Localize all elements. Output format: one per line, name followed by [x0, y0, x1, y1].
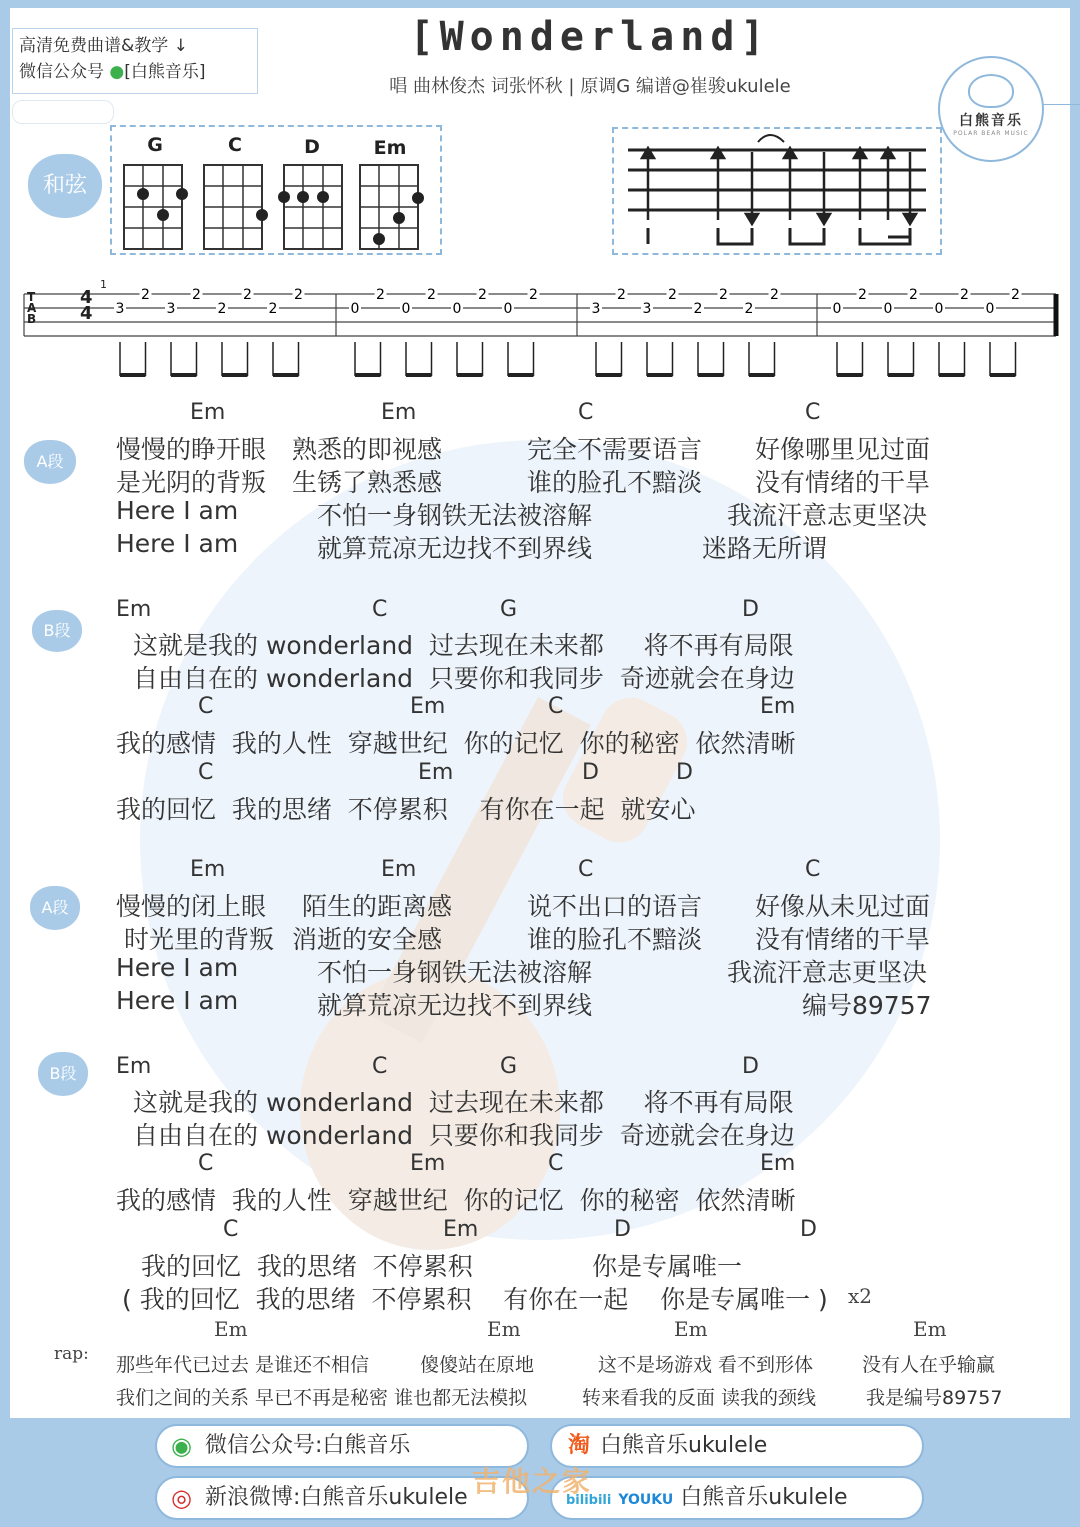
chord-label: C [223, 1217, 239, 1242]
weibo-account-label: 新浪微博:白熊音乐ukulele [205, 1485, 468, 1510]
chord-label: Em [381, 400, 417, 425]
chord-label: Em [760, 1151, 796, 1176]
chord-label: D [800, 1217, 817, 1242]
chord-label: C [198, 760, 214, 785]
bilibili-icon: bilibili [566, 1493, 612, 1508]
note-beam [171, 373, 197, 377]
tab-note: 3 [642, 301, 652, 317]
note-beam [222, 373, 248, 377]
chord-label: C [805, 857, 821, 882]
chord-label: D [676, 760, 693, 785]
tab-note: 2 [376, 287, 385, 303]
lyric: 就算荒凉无边找不到界线 [317, 534, 593, 563]
tab-note: 2 [427, 287, 436, 303]
bear-icon [968, 74, 1014, 108]
chord-label: Em [410, 1151, 446, 1176]
lyric: ( 我的回忆 我的思绪 不停累积 有你在一起 你是专属唯一 ) [122, 1285, 828, 1314]
section-badge: B段 [38, 1052, 88, 1096]
lyric: 自由自在的 wonderland 只要你和我同步 奇迹就会在身边 [133, 1121, 795, 1150]
lyric: 是光阴的背叛 [116, 468, 267, 497]
tab-note: 2 [770, 287, 779, 303]
youku-icon: YOUKU [618, 1492, 674, 1508]
rap-lyric: 这不是场游戏 看不到形体 [598, 1354, 814, 1376]
lyric: 这就是我的 wonderland 过去现在未来都 将不再有局限 [133, 1088, 794, 1117]
note-beam [457, 373, 483, 377]
lyric: 我流汗意志更坚决 [727, 958, 928, 987]
chord-label: Em [190, 857, 226, 882]
wechat-account-label: 微信公众号:白熊音乐 [205, 1433, 411, 1458]
lyric: 我的回忆 我的思绪 不停累积 有你在一起 就安心 [116, 795, 696, 824]
lyric: 这就是我的 wonderland 过去现在未来都 将不再有局限 [133, 631, 794, 660]
section-badge: A段 [24, 440, 76, 484]
note-beam [888, 373, 914, 377]
note-beam [749, 373, 775, 377]
chord-label: Em [760, 694, 796, 719]
lyric: 自由自在的 wonderland 只要你和我同步 奇迹就会在身边 [133, 664, 795, 693]
lyric: 谁的脸孔不黯淡 [527, 468, 703, 497]
tab-note: 2 [478, 287, 487, 303]
chord-name: C [228, 134, 242, 156]
lyric: Here I am [116, 986, 239, 1015]
chord-label: Em [381, 857, 417, 882]
lyric: 编号89757 [802, 991, 932, 1020]
lyric: 消逝的安全感 [292, 925, 443, 954]
wechat-icon: ● [109, 62, 125, 82]
chord-label: D [742, 1054, 759, 1079]
tab-note: 0 [883, 301, 893, 317]
lyric: 生锈了熟悉感 [292, 468, 443, 497]
chord-label: G [500, 597, 518, 622]
tab-note: 0 [832, 301, 842, 317]
lyric: 不怕一身钢铁无法被溶解 [317, 501, 593, 530]
tab-note: 2 [693, 301, 703, 317]
wechat-icon: ◉ [171, 1432, 192, 1460]
note-beam [596, 373, 622, 377]
tab-note: 0 [401, 301, 411, 317]
tab-note: 2 [268, 301, 278, 317]
lyric: 好像从未见过面 [755, 892, 931, 921]
tablature [20, 280, 1065, 380]
lyric: Here I am [116, 529, 239, 558]
section-badge: B段 [32, 610, 82, 652]
chord-label: C [548, 694, 564, 719]
logo-sub: POLAR BEAR MUSIC [953, 130, 1029, 137]
logo-name: 白熊音乐 [959, 113, 1023, 129]
taobao-shop-label: 白熊音乐ukulele [600, 1433, 768, 1458]
chord-label: Em [116, 1054, 152, 1079]
promo-line-2: 微信公众号 ●[白熊音乐] [19, 62, 206, 82]
chord-fretboards [118, 155, 438, 255]
chord-label: Em [443, 1217, 479, 1242]
chord-label: C [198, 1151, 214, 1176]
tab-note: 0 [934, 301, 944, 317]
song-credits: 唱 曲林俊杰 词张怀秋 | 原调G 编谱@崔骏ukulele [389, 76, 791, 97]
chord-label: D [742, 597, 759, 622]
note-beam [508, 373, 534, 377]
tab-note: 2 [217, 301, 227, 317]
tab-note: 2 [294, 287, 303, 303]
rap-lyric: 没有人在乎输赢 [862, 1354, 996, 1376]
chord-label: C [372, 1054, 388, 1079]
tab-note: 2 [192, 287, 201, 303]
brand-logo [938, 56, 1044, 162]
lyric: 我的感情 我的人性 穿越世纪 你的记忆 你的秘密 依然清晰 [116, 1186, 796, 1215]
chord-name: Em [373, 137, 407, 159]
lyric: 谁的脸孔不黯淡 [527, 925, 703, 954]
section-badge: A段 [30, 886, 80, 930]
lyric: 时光里的背叛 [124, 925, 275, 954]
repeat-mark: x2 [848, 1284, 873, 1308]
lyric: 我的回忆 我的思绪 不停累积 你是专属唯一 [141, 1252, 742, 1281]
strum-pattern-diagram [620, 128, 936, 250]
tab-note: 2 [960, 287, 969, 303]
lyric: Here I am [116, 953, 239, 982]
note-beam [406, 373, 432, 377]
chord-label: D [614, 1217, 631, 1242]
chords-badge: 和弦 [28, 154, 102, 218]
chord-label: C [805, 400, 821, 425]
chord-label: Em [214, 1317, 248, 1341]
tab-note: 2 [617, 287, 626, 303]
tab-note: 2 [529, 287, 538, 303]
lyric: 熟悉的即视感 [292, 435, 443, 464]
tab-note: 2 [1011, 287, 1020, 303]
lyric: 好像哪里见过面 [755, 435, 931, 464]
note-beam [647, 373, 673, 377]
tab-clef: T A B [27, 290, 37, 326]
lyric: 慢慢的闭上眼 [116, 892, 267, 921]
chord-label: C [372, 597, 388, 622]
lyric: Here I am [116, 496, 239, 525]
rap-lyric: 傻傻站在原地 [420, 1354, 535, 1376]
lyric: 说不出口的语言 [527, 892, 703, 921]
rap-lyric: 转来看我的反面 读我的颈线 [582, 1387, 817, 1409]
note-beam [939, 373, 965, 377]
tab-note: 0 [503, 301, 513, 317]
video-account-pill[interactable] [550, 1476, 924, 1520]
lyric: 没有情绪的干旱 [755, 468, 931, 497]
rap-label: rap: [54, 1344, 89, 1364]
tab-note: 2 [141, 287, 150, 303]
video-account-label: 白熊音乐ukulele [680, 1485, 848, 1510]
measure-number: 1 [100, 278, 107, 291]
chord-label: D [582, 760, 599, 785]
lyric: 完全不需要语言 [527, 435, 703, 464]
chord-label: C [198, 694, 214, 719]
rap-lyric: 那些年代已过去 是谁还不相信 [116, 1354, 370, 1376]
tab-note: 2 [719, 287, 728, 303]
time-signature: 4 4 [80, 287, 93, 324]
lyric: 没有情绪的干旱 [755, 925, 931, 954]
rap-lyric: 我是编号89757 [866, 1387, 1003, 1409]
chord-label: C [578, 400, 594, 425]
tab-note: 0 [452, 301, 462, 317]
note-beam [990, 373, 1016, 377]
lyric: 我的感情 我的人性 穿越世纪 你的记忆 你的秘密 依然清晰 [116, 729, 796, 758]
lyric: 陌生的距离感 [302, 892, 453, 921]
divider [1040, 104, 1080, 105]
chord-label: Em [487, 1317, 521, 1341]
tab-note: 0 [985, 301, 995, 317]
lyric: 慢慢的睁开眼 [116, 435, 267, 464]
lyric: 我流汗意志更坚决 [727, 501, 928, 530]
tab-note: 2 [909, 287, 918, 303]
tab-note: 3 [115, 301, 125, 317]
weibo-icon: ◎ [171, 1484, 192, 1512]
lyric: 就算荒凉无边找不到界线 [317, 991, 593, 1020]
chord-label: C [578, 857, 594, 882]
note-beam [273, 373, 299, 377]
chord-label: Em [418, 760, 454, 785]
chord-label: Em [674, 1317, 708, 1341]
lyric: 迷路无所谓 [702, 534, 828, 563]
note-beam [698, 373, 724, 377]
chord-name: D [304, 136, 320, 158]
chord-label: Em [116, 597, 152, 622]
tab-note: 2 [858, 287, 867, 303]
chord-name: G [147, 134, 163, 156]
chord-label: C [548, 1151, 564, 1176]
watermark-text: 吉他之家 [472, 1465, 593, 1498]
tab-note: 2 [668, 287, 677, 303]
note-beam [355, 373, 381, 377]
promo-line-1: 高清免费曲谱&教学 ↓ [19, 36, 188, 56]
tab-note: 2 [243, 287, 252, 303]
chord-label: Em [190, 400, 226, 425]
tab-note: 0 [350, 301, 360, 317]
note-beam [837, 373, 863, 377]
chord-label: G [500, 1054, 518, 1079]
tab-note: 3 [591, 301, 601, 317]
taobao-shop-pill[interactable] [550, 1424, 924, 1468]
song-title: [Wonderland] [409, 14, 771, 60]
tab-note: 2 [744, 301, 754, 317]
chord-label: Em [410, 694, 446, 719]
taobao-icon: 淘 [568, 1433, 591, 1458]
note-beam [120, 373, 146, 377]
chord-label: Em [913, 1317, 947, 1341]
rap-lyric: 我们之间的关系 早已不再是秘密 谁也都无法模拟 [116, 1387, 528, 1409]
ukulele-decor-icon [12, 100, 114, 124]
lyric: 不怕一身钢铁无法被溶解 [317, 958, 593, 987]
tab-note: 3 [166, 301, 176, 317]
